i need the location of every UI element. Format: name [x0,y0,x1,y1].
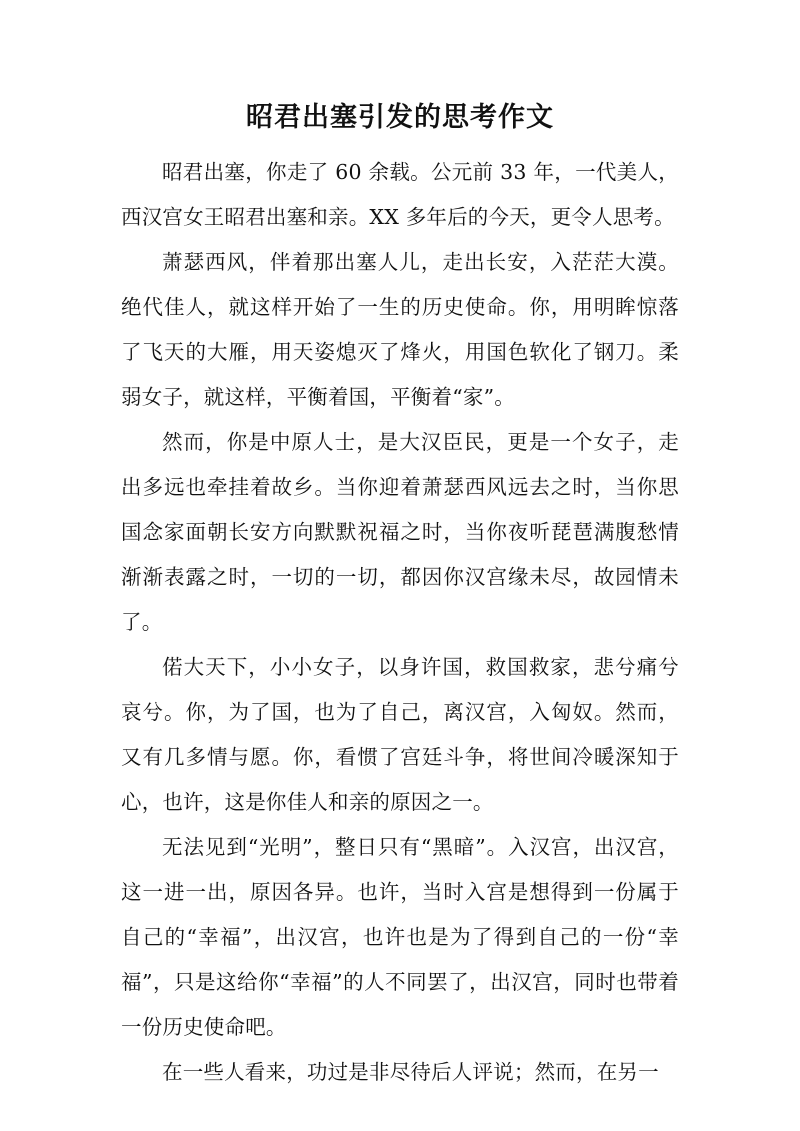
paragraph-6: 在一些人看来，功过是非尽待后人评说；然而，在另一 [162,1060,659,1084]
paragraph-5: 无法见到“光明”，整日只有“黑暗”。入汉宫，出汉宫，这一进一出，原因各异。也许，当时入宫是想得到一份属于自己的“幸福”，出汉宫，也许也是为了得到自己的一份“幸福”，只是这给你“幸福”的人不同罢了，出汉宫，同时也带着一份历史使命吧。 [121,835,679,1039]
document-title: 昭君出塞引发的思考作文 [246,102,554,133]
paragraph-3: 然而，你是中原人士，是大汉臣民，更是一个女子，走出多远也牵挂着故乡。当你迎着萧瑟西风远去之时，当你思国念家面朝长安方向默默祝福之时，当你夜听琵琶满腹愁情渐渐表露之时，一切的一切，都因你汉宫缘未尽，故园情未了。 [121,430,679,634]
document-body [121,150,679,1095]
paragraph-4: 偌大天下，小小女子，以身许国，救国救家，悲兮痛兮哀兮。你，为了国，也为了自己，离汉宫，入匈奴。然而，又有几多情与愿。你，看惯了宫廷斗争，将世间冷暖深知于心，也许，这是你佳人和亲的原因之一。 [121,655,679,814]
paragraph-2: 萧瑟西风，伴着那出塞人儿，走出长安，入茫茫大漠。绝代佳人，就这样开始了一生的历史使命。你，用明眸惊落了飞天的大雁，用天姿熄灭了烽火，用国色软化了钢刀。柔弱女子，就这样，平衡着国，平衡着“家”。 [121,250,679,409]
paragraph-1: 昭君出塞，你走了 60 余载。公元前 33 年，一代美人，西汉宫女王昭君出塞和亲。XX 多年后的今天，更令人思考。 [121,160,679,229]
